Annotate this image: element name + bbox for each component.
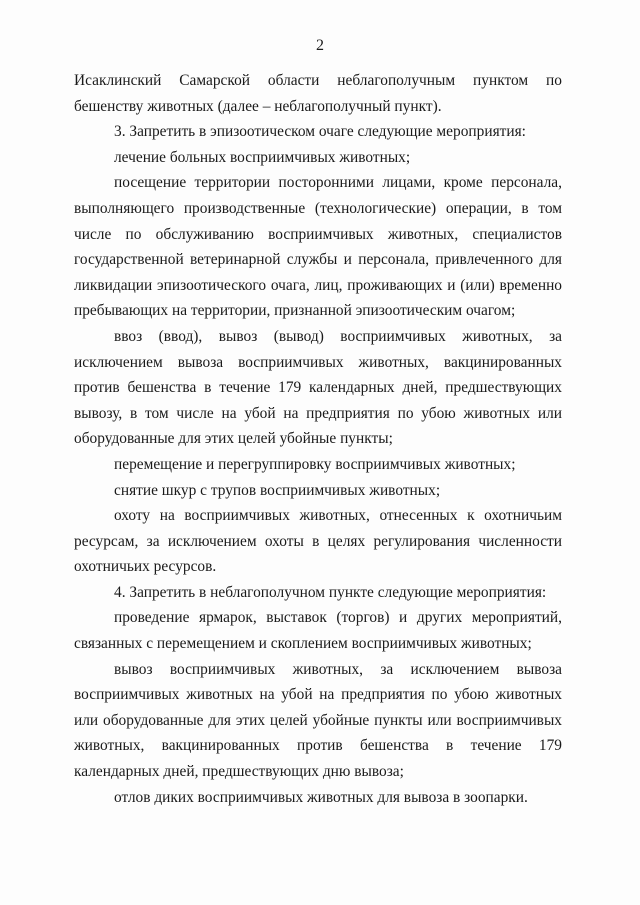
- paragraph-item-3-heading: 3. Запретить в эпизоотическом очаге следующие мероприятия:: [114, 123, 526, 141]
- paragraph-capture: отлов диких восприимчивых животных для вывоза в зоопарки.: [114, 788, 528, 806]
- paragraph-import-export: ввоз (ввод), вывоз (вывод) восприимчивых животных, за исключением вывоза восприимчивых животных, вакцинированных против бешенства в течение 179 календарных дней, предшествующих вывозу, в том числе на убой на предприятия по убою животных или оборудованные для этих целей убойные пункты;: [74, 327, 562, 448]
- paragraph-skinning: снятие шкур с трупов восприимчивых животных;: [114, 481, 441, 499]
- paragraph-movement: перемещение и перегруппировку восприимчивых животных;: [114, 455, 516, 473]
- paragraph-visiting: посещение территории посторонними лицами, кроме персонала, выполняющего производственные (технологические) операции, в том числе по обслуживанию восприимчивых животных, специалистов государственной ветеринарной службы и персонала, привлеченного для ликвидации эпизоотического очага, лиц, проживающих и (или) временно пребывающих на территории, признанной эпизоотическим очагом;: [74, 174, 562, 320]
- paragraph-treatment: лечение больных восприимчивых животных;: [114, 148, 411, 166]
- paragraph-fairs: проведение ярмарок, выставок (торгов) и других мероприятий, связанных с перемещением и скоплением восприимчивых животных;: [74, 609, 562, 653]
- paragraph-hunting: охоту на восприимчивых животных, отнесенных к охотничьим ресурсам, за исключением охоты в целях регулирования численности охотничьих ресурсов.: [74, 507, 562, 576]
- paragraph-export: вывоз восприимчивых животных, за исключением вывоза восприимчивых животных на убой на предприятия по убою животных или оборудованные для этих целей убойные пункты или восприимчивых животных, вакцинированных против бешенства в течение 179 календарных дней, предшествующих дню вывоза;: [74, 660, 562, 781]
- paragraph-item-4-heading: 4. Запретить в неблагополучном пункте следующие мероприятия:: [114, 583, 547, 601]
- page-number: 2: [316, 37, 324, 54]
- document-body: [74, 68, 562, 810]
- paragraph-continuation: Исаклинский Самарской области неблагополучным пунктом по бешенству животных (далее – неблагополучный пункт).: [74, 72, 562, 115]
